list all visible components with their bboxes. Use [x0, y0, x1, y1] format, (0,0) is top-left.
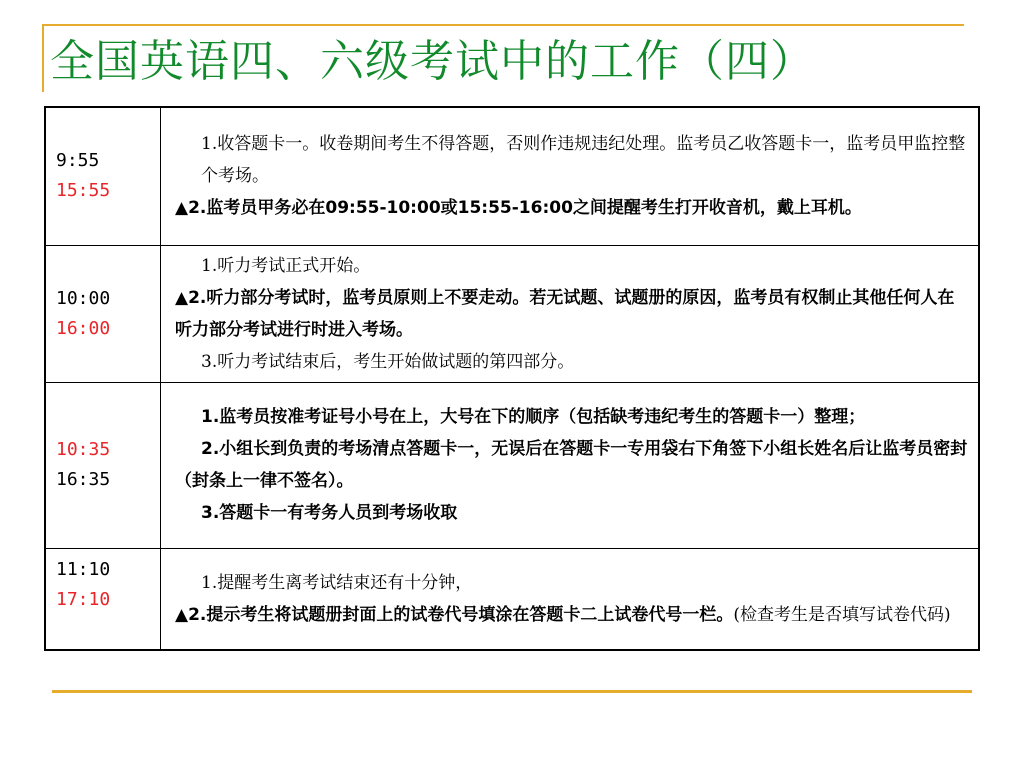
description-cell: [161, 107, 980, 245]
morning-time: 10:35: [56, 439, 111, 460]
afternoon-time: 17:10: [56, 588, 111, 610]
morning-time: 10:00: [56, 287, 111, 309]
step-text: ▲2.听力部分考试时，监考员原则上不要走动。若无试题、试题册的原因，监考员有权制止其他任何人在听力部分考试进行时进入考场。: [175, 287, 955, 340]
table-row: [45, 382, 979, 548]
slide-title: 全国英语四、六级考试中的工作（四）: [50, 36, 815, 87]
step-text: 1.监考员按准考证号小号在上，大号在下的顺序（包括缺考违纪考生的答题卡一）整理；: [201, 407, 866, 427]
title-top-rule: [42, 24, 964, 26]
step-text: 1.听力考试正式开始。: [201, 255, 371, 276]
table-row: [45, 548, 979, 650]
afternoon-time: 16:35: [56, 469, 111, 490]
step-text: ▲2.监考员甲务必在09:55-10:00或15:55-16:00之间提醒考生打开收音机，戴上耳机。: [175, 198, 862, 219]
description-cell: [161, 548, 980, 650]
step-text: 1.收答题卡一。收卷期间考生不得答题，否则作违规违纪处理。监考员乙收答题卡一，监考员甲监控整个考场。: [201, 134, 966, 187]
time-cell: [45, 107, 161, 245]
step-text: 3.听力考试结束后，考生开始做试题的第四部分。: [201, 351, 575, 372]
afternoon-time: 16:00: [56, 317, 111, 339]
step-note: (检查考生是否填写试卷代码): [733, 604, 951, 625]
step-text: 2.小组长到负责的考场清点答题卡一，无误后在答题卡一专用袋右下角签下小组长姓名后让监考员密封（封条上一律不签名）。: [175, 439, 968, 491]
title-left-rule: [42, 26, 44, 92]
afternoon-time: 15:55: [56, 180, 111, 202]
description-cell: [161, 245, 980, 382]
step-text: 3.答题卡一有考务人员到考场收取: [201, 503, 458, 523]
time-cell: [45, 548, 161, 650]
step-text: ▲2.提示考生将试题册封面上的试卷代号填涂在答题卡二上试卷代号一栏。: [175, 604, 734, 625]
morning-time: 11:10: [56, 558, 111, 580]
bottom-rule: [52, 690, 972, 693]
step-line: [175, 599, 968, 631]
step-text: 1.提醒考生离考试结束还有十分钟，: [201, 572, 473, 593]
table-row: [45, 245, 979, 382]
time-cell: [45, 382, 161, 548]
time-cell: [45, 245, 161, 382]
schedule-table: [44, 106, 980, 651]
table-row: [45, 107, 979, 245]
morning-time: 9:55: [56, 150, 100, 172]
description-cell: [161, 382, 980, 548]
